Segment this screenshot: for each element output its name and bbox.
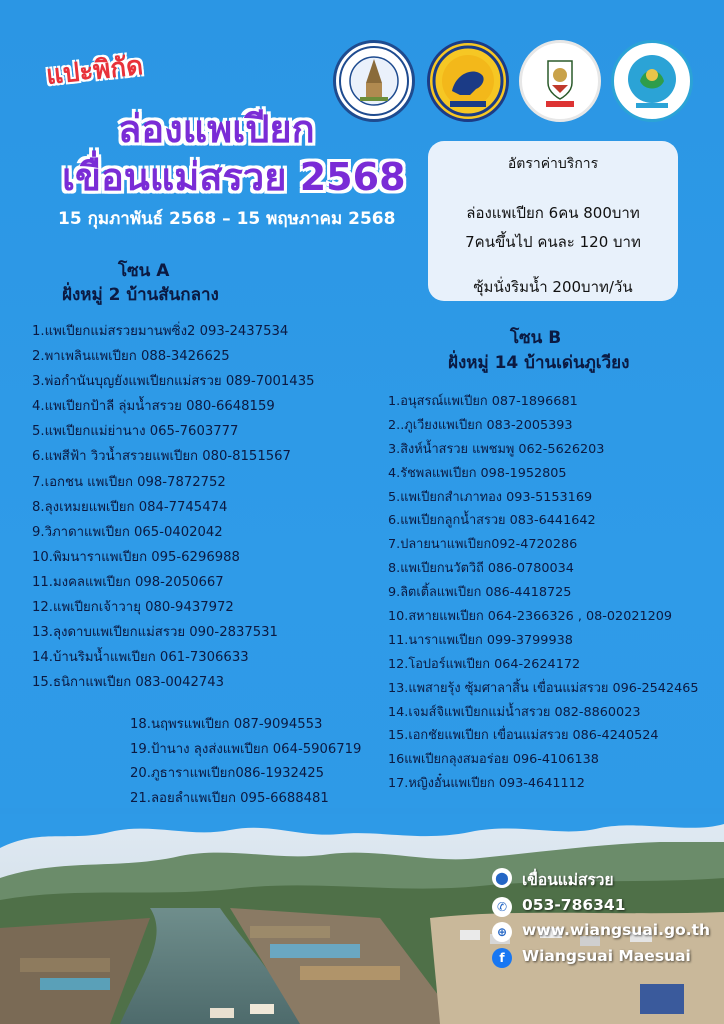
list-item: 10.สหายแพเปียก 064-2366326 , 08-02021209 [388,609,673,625]
pin-label: แปะพิกัด [44,51,145,91]
zone-b-subtitle: ฝั่งหมู่ 14 บ้านเด่นภูเวียง [448,353,630,373]
list-item: 10.พิมนาราแพเปียก 095-6296988 [32,549,240,565]
logo-row [333,40,693,124]
municipality-seal-icon [333,40,415,122]
price-box-title: อัตราค่าบริการ [507,156,599,172]
list-item: 1.แพเปียกแม่สรวยมานพซิ่ง2 093-2437534 [32,324,289,339]
marine-dept-seal-icon [519,40,601,122]
zone-a-subtitle: ฝั่งหมู่ 2 บ้านสันกลาง [62,285,219,305]
list-item: 12.แพเปียกเจ้าวายุ 080-9437972 [32,600,234,616]
phone-icon: ✆ [492,897,512,917]
price-line-1: ล่องแพเปียก 6คน 800บาท [466,204,640,222]
list-item: 20.ภูธาราแพเปียก086-1932425 [130,766,325,782]
list-item: 4.แพเปียกป้าลี ลุ่มน้ำสรวย 080-6648159 [32,399,275,415]
list-item: 7.เอกชน แพเปียก 098-7872752 [32,474,226,490]
reservoir-photo [0,808,724,1024]
price-box [428,141,678,301]
list-item: 14.เจมส์จิแพเปียกแม่น้ำสรวย 082-8860023 [388,704,641,720]
list-item: 18.นฤพรแพเปียก 087-9094553 [130,717,323,732]
list-item: 19.ป้านาง ลุงส่งแพเปียก 064-5906719 [130,741,362,757]
list-item: 9.ลิตเติ้ลแพเปียก 086-4418725 [388,585,572,601]
facebook-link[interactable]: Wiangsuai Maesuai [522,947,691,965]
list-item: 7.ปลายนาแพเปียก092-4720286 [388,537,578,553]
list-item: 13.แพสายรุ้ง ซุ้มศาลาสิ้น เขื่อนแม่สรวย 096-2542465 [388,680,699,696]
zone-a-list-extra [130,713,361,811]
list-item: 3.สิงห์น้ำสรวย แพชมพู 062-5626203 [388,441,605,457]
dept-provincial-admin-seal-icon [427,40,509,122]
zone-a-title: โซน A [118,261,170,281]
date-range: 15 กุมภาพันธ์ 2568 – 15 พฤษภาคม 2568 [58,209,396,229]
list-item: 1.อนุสรณ์แพเปียก 087-1896681 [388,394,578,409]
zone-a-list [32,320,314,696]
list-item: 2..ภูเวียงแพเปียก 083-2005393 [388,417,573,433]
list-item: 15.ธนิกาแพเปียก 083-0042743 [32,675,225,691]
website-link[interactable]: www.wiangsuai.go.th [522,921,711,939]
list-item: 9.วิภาดาแพเปียก 065-0402042 [32,524,223,540]
list-item: 11.นาราแพเปียก 099-3799938 [388,632,573,648]
price-line-3: ซุ้มนั่งริมน้ำ 200บาท/วัน [473,278,633,296]
page-title-line1: ล่องแพเปียก [118,107,315,151]
list-item: 8.ลุงเหมยแพเปียก 084-7745474 [32,499,228,515]
list-item: 16แพเปียกลุงสมอร่อย 096-4106138 [388,752,599,768]
list-item: 17.หญิงอั๋นแพเปียก 093-4641112 [388,776,585,792]
zone-b-title: โซน B [510,328,562,348]
list-item: 8.แพเปียกนวัตวิถี 086-0780034 [388,561,574,577]
list-item: 14.บ้านริมน้ำแพเปียก 061-7306633 [32,650,249,666]
price-line-2: 7คนขึ้นไป คนละ 120 บาท [465,233,641,251]
location-pin-icon: ⬤ [492,868,512,888]
zone-b-list [388,390,699,796]
list-item: 12.โอปอร์แพเปียก 064-2624172 [388,656,581,672]
list-item: 6.แพเปียกลูกน้ำสรวย 083-6441642 [388,513,596,529]
phone-text: 053-786341 [522,896,626,914]
location-text: เขื่อนแม่สรวย [522,871,614,889]
list-item: 4.รัชพลแพเปียก 098-1952805 [388,465,567,481]
list-item: 15.เอกชัยแพเปียก เขื่อนแม่สรวย 086-4240524 [388,728,659,744]
list-item: 21.ลอยลำแพเปียก 095-6688481 [130,790,329,806]
list-item: 11.มงคลแพเปียก 098-2050667 [32,574,224,590]
list-item: 5.แพเปียกสำเภาทอง 093-5153169 [388,489,593,505]
page-title-line2: เขื่อนแม่สรวย 2568 [62,155,406,199]
list-item: 6.แพสีฟ้า วิวน้ำสรวยแพเปียก 080-8151567 [32,449,291,465]
globe-icon: ⊕ [492,922,512,942]
list-item: 3.พ่อกำนันบุญยังแพเปียกแม่สรวย 089-7001435 [32,374,315,390]
list-item: 13.ลุงดาบแพเปียกแม่สรวย 090-2837531 [32,625,278,641]
facebook-icon: f [492,948,512,968]
list-item: 2.พาเพลินแพเปียก 088-3426625 [32,349,230,365]
list-item: 5.แพเปียกแม่ย่านาง 065-7603777 [32,424,239,440]
royal-irrigation-dept-seal-icon [611,40,693,122]
